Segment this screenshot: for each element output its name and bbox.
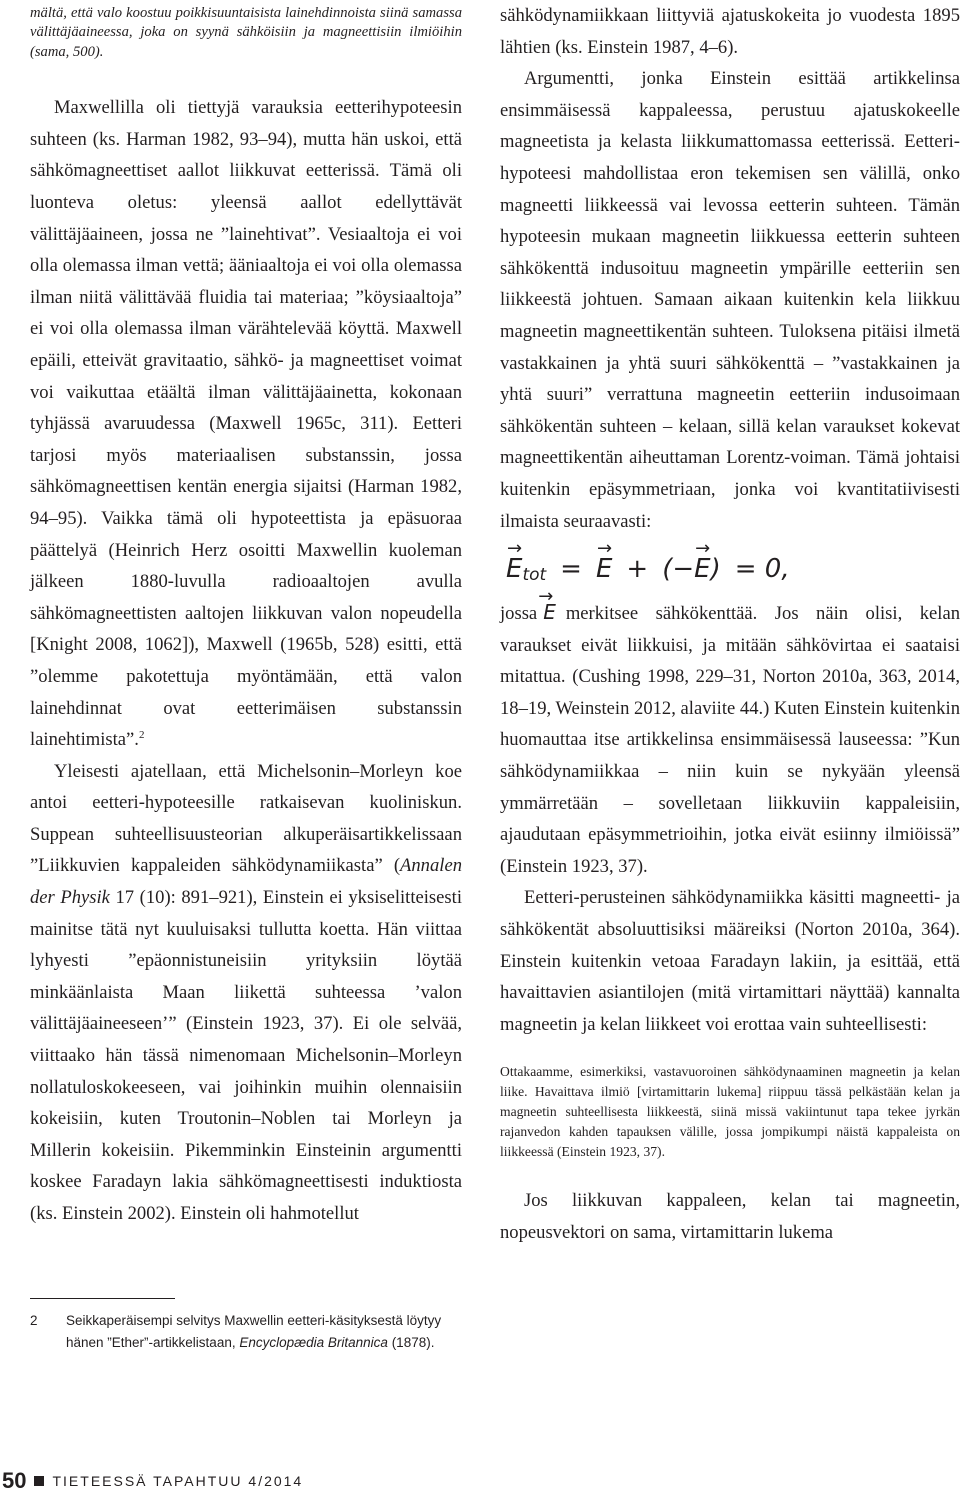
paragraph-velocity-vector: Jos liikkuvan kappaleen, kelan tai magneetin, nopeusvektori on sama, virtamittarin lukema <box>500 1190 960 1243</box>
plus-sign: + <box>626 554 649 585</box>
footnote-encyclopedia-title: Encyclopædia Britannica <box>239 1335 388 1350</box>
subscript-tot: tot <box>522 565 547 586</box>
continued-quote: mältä, että valo koostuu poikkisuuntaisista lainehdinnoista siinä samassa välittäjäaineessa, joka on syynä sähköisiin ja magneettisiin ilmiöihin (sama, 500). <box>30 5 462 60</box>
close-paren: ) <box>710 554 721 585</box>
left-column <box>30 0 462 1230</box>
footnote-number: 2 <box>30 1313 38 1328</box>
journal-title: Annalen der Physik <box>30 855 462 909</box>
right-column <box>500 0 960 1249</box>
page-footer <box>2 1466 303 1496</box>
page-number: 50 <box>2 1468 27 1493</box>
inline-vector-e: → E <box>537 597 566 629</box>
square-bullet-icon <box>34 1476 44 1486</box>
paragraph-maxwell-ether <box>30 92 462 755</box>
equation-result: = 0, <box>734 554 790 585</box>
publication-name: TIETEESSÄ TAPAHTUU 4/2014 <box>52 1473 304 1489</box>
paragraph-michelson-morley-text-b: 17 (10): 891–921), Einstein ei yksiselitteisesti mainitse tätä nyt kuuluisaksi tullutta koetta. Hän viittaa lyhyesti ”epäonnistuneisiin yrityksiin löytää minkäänlaista Maan liikettä suhteessa ’valon välittäjäaineeseen’” (Einstein 1923, 37). Ei ole selvää, viittaako hän tässä nimenomaan Michelsonin–Morleyn nollatuloskokeeseen, vai joihinkin muihin olennaisiin kokeisiin, kuten Troutonin–Noblen tai Morleyn ja Millerin kokeisiin. Pikemminkin Einsteinin argumentti koskee Faradayn lakia sähkömagneettisesti induktiosta (ks. Einstein 2002). Einstein oli hahmotellut <box>30 887 462 1224</box>
footnote-reference[interactable]: 2 <box>138 728 145 741</box>
vector-e-term2: → E <box>694 554 710 584</box>
equation-total-field <box>500 541 960 597</box>
equals-sign: = <box>560 554 582 585</box>
paragraph-thought-experiments: sähködynamiikkaan liittyviä ajatuskokeita jo vuodesta 1895 lähtien (ks. Einstein 1987, 4–6). <box>500 5 960 58</box>
paragraph-michelson-morley-text-a: Yleisesti ajatellaan, että Michelsonin–Morleyn koe antoi eetteri-hypoteesille ratkaisevan kuoliniskun. Suppean suhteellisuusteorian alkuperäisartikkelissaan ”Liikkuvien kappaleiden sähködynamiikasta” ( <box>30 760 462 877</box>
footnote-divider <box>30 1298 175 1299</box>
paragraph-michelson-morley <box>30 756 462 1230</box>
paragraph-maxwell-ether-text: Maxwellilla oli tiettyjä varauksia eetterihypoteesin suhteen (ks. Harman 1982, 93–94), mutta hän uskoi, että sähkömagneettiset aallot liikkuvat eetterissä. Tämä oli luonteva oletus: yleensä aallot edellyttävät välittäjäaineen, jossa ne ”lainehtivat”. Vesiaaltoja ei voi olla olemassa ilman vettä; ääniaaltoja ei voi olla olemassa ilman niitä välittävää fluidia tai materiaa; ”köysiaaltoja” ei voi olla olemassa ilman värähtelevää köyttä. Maxwell epäili, etteivät gravitaatio, sähkö- ja magneettiset voimat voi vaikuttaa etäältä ilman välittäjäainetta, kokonaan tyhjässä avaruudessa (Maxwell 1965c, 311). Eetteri tarjosi myös materiaalisen substanssin, jossa sähkömagneettisen kentän energia sijaitsi (Harman 1982, 94–95). Vaikka tämä oli hypoteettista ja epäsuoraa päättelyä (Heinrich Herz osoitti Maxwellin kuoleman jälkeen 1880-luvulla radioaaltojen avulla sähkömagneettisten aaltojen liikkuvan valon nopeudella [Knight 2008, 1062]), Maxwell (1965b, 528) esitti, että ”olemme pakotettuja myöntämään, että valon lainehdinnat ovat eetterimäisen substanssin lainehtimista”. <box>30 97 462 751</box>
paragraph-ether-electrodynamics: Eetteri-perusteinen sähködynamiikka käsitti magneetti- ja sähkökentät absoluuttisiksi määreiksi (Norton 2010a, 364). Einstein kuitenkin vetoaa Faradayn lakiin, ja esittää, että havaittavien asiantilojen (mitä virtamittari näyttää) kannalta magneetin ja kelan liikkeet voi erottaa vain suhteellisesti: <box>500 887 960 1035</box>
footnote <box>30 1310 462 1354</box>
paragraph-asymmetry-text: merkitsee sähkökenttää. Jos näin olisi, kelan varaukset eivät liikkuisi, ja mitään sähkövirtaa ei saataisi mitattua. (Cushing 1998, 229–31, Norton 2010a, 363, 2014, 18–19, Weinstein 2012, alaviite 44.) Kuten Einstein kuitenkin huomauttaa itse artikkelinsa ensimmäisessä lauseessa: ”Kun sähködynamiikkaa – niin kuin se nykyään yleensä ymmärretään – sovelletaan liikkuviin kappaleisiin, ajaudutaan epäsymmetrioihin, jotka eivät esiinny ilmiöissä” (Einstein 1923, 37). <box>500 603 960 877</box>
open-paren-minus: (− <box>662 554 695 585</box>
paragraph-asymmetry <box>500 597 960 882</box>
footnote-text-a: Seikkaperäisempi selvitys Maxwellin eetteri-käsityksestä löytyy hänen ”Ether”-artikkelistaan, <box>66 1313 442 1350</box>
footnote-text <box>66 1310 462 1354</box>
footnote-text-b: (1878). <box>387 1335 435 1350</box>
vector-e-term1: → E <box>596 554 612 584</box>
jossa-word: jossa <box>500 603 538 625</box>
paragraph-magnet-coil-argument: Argumentti, jonka Einstein esittää artikkelinsa ensimmäisessä kappaleessa, perustuu ajatuskokeelle magneetista ja kelasta liikkumattomassa eetterissä. Eetteri-hypoteesi mahdollistaa eron tekemisen sen välillä, onko magneetti liikkeessä vai levossa eetterin suhteen. Tämän hypoteesin mukaan magneetin liikkuessa eetterin suhteen sähkökenttä indusoituu magneetin ympärille eetteriin sen liikkeestä johtuen. Samaan aikaan kuitenkin kela liikkuu magneetin magneettikentän suhteen. Tuloksena pitäisi ilmetä vastakkainen ja yhtä suuri sähkökenttä – ”vastakkainen ja yhtä suuri” verrattuna magneetin eetteriin indusoimaan sähkökentän suhteen – kelaan, sillä kelan varaukset kokevat magneettikentän aiheuttaman Lorentz-voiman. Tämä johtaisi kuitenkin epäsymmetriaan, jonka voi kvantitatiivisesti ilmaista seuraavasti: <box>500 68 960 532</box>
vector-e-total: → E <box>506 554 522 584</box>
block-quote-einstein: Ottakaamme, esimerkiksi, vastavuoroinen sähködynaaminen magneetin ja kelan liike. Havaittava ilmiö [virtamittarin lukema] riippuu tässä pelkästään kelan ja magneetin suhteellisesta liikkeestä, siinä missä vakiintunut tapa tekee jyrkän rajanvedon kahden tapauksen välille, jossa jompikumpi näistä kappaleista on liikkeessä (Einstein 1923, 37). <box>500 1064 960 1159</box>
